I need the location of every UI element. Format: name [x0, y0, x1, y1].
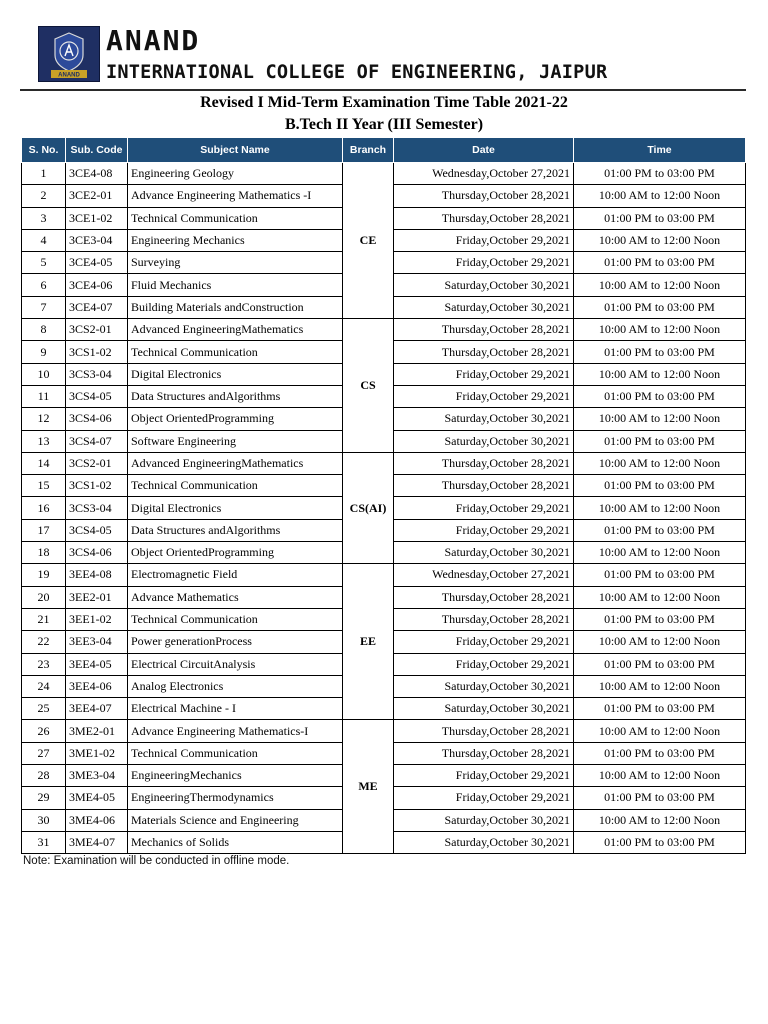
footnote: Note: Examination will be conducted in offline mode.	[23, 855, 290, 867]
exam-time-cell: 10:00 AM to 12:00 Noon	[574, 542, 746, 564]
serial-number-cell: 29	[22, 787, 66, 809]
subject-name-cell: Data Structures andAlgorithms	[128, 519, 343, 541]
subject-code-cell: 3CS3-04	[66, 497, 128, 519]
table-row	[22, 163, 746, 185]
serial-number-cell: 2	[22, 185, 66, 207]
exam-time-cell: 10:00 AM to 12:00 Noon	[574, 319, 746, 341]
serial-number-cell: 11	[22, 385, 66, 407]
subject-name-cell: Object OrientedProgramming	[128, 408, 343, 430]
exam-time-cell: 10:00 AM to 12:00 Noon	[574, 185, 746, 207]
exam-date-cell: Thursday,October 28,2021	[394, 319, 574, 341]
college-logo	[38, 26, 100, 82]
branch-cell: CS(AI)	[343, 452, 394, 563]
serial-number-cell: 7	[22, 296, 66, 318]
subject-name-cell: Advanced EngineeringMathematics	[128, 319, 343, 341]
column-header-subject: Subject Name	[128, 138, 343, 163]
exam-time-cell: 01:00 PM to 03:00 PM	[574, 252, 746, 274]
subject-name-cell: Technical Communication	[128, 341, 343, 363]
subject-code-cell: 3ME2-01	[66, 720, 128, 742]
table-header-row	[22, 138, 746, 163]
subject-code-cell: 3EE1-02	[66, 608, 128, 630]
exam-date-cell: Friday,October 29,2021	[394, 252, 574, 274]
college-full-name: INTERNATIONAL COLLEGE OF ENGINEERING, JAIPUR	[106, 62, 608, 83]
exam-time-cell: 01:00 PM to 03:00 PM	[574, 831, 746, 853]
column-header-time: Time	[574, 138, 746, 163]
exam-date-cell: Friday,October 29,2021	[394, 385, 574, 407]
serial-number-cell: 8	[22, 319, 66, 341]
exam-date-cell: Friday,October 29,2021	[394, 519, 574, 541]
subject-code-cell: 3EE4-07	[66, 698, 128, 720]
subject-name-cell: Advanced EngineeringMathematics	[128, 452, 343, 474]
logo-text: ANAND	[58, 72, 80, 79]
subject-name-cell: Materials Science and Engineering	[128, 809, 343, 831]
subject-name-cell: Technical Communication	[128, 608, 343, 630]
subject-name-cell: Surveying	[128, 252, 343, 274]
branch-cell: ME	[343, 720, 394, 854]
subject-name-cell: Building Materials andConstruction	[128, 296, 343, 318]
shield-emblem-icon	[39, 27, 99, 81]
exam-date-cell: Saturday,October 30,2021	[394, 408, 574, 430]
exam-date-cell: Friday,October 29,2021	[394, 497, 574, 519]
subject-name-cell: Mechanics of Solids	[128, 831, 343, 853]
subject-name-cell: Object OrientedProgramming	[128, 542, 343, 564]
table-row	[22, 452, 746, 474]
subject-code-cell: 3CS4-05	[66, 385, 128, 407]
serial-number-cell: 23	[22, 653, 66, 675]
serial-number-cell: 30	[22, 809, 66, 831]
subject-code-cell: 3CE4-06	[66, 274, 128, 296]
subject-name-cell: Power generationProcess	[128, 631, 343, 653]
header-divider	[20, 89, 746, 91]
exam-time-cell: 10:00 AM to 12:00 Noon	[574, 229, 746, 251]
subject-code-cell: 3EE2-01	[66, 586, 128, 608]
exam-time-cell: 10:00 AM to 12:00 Noon	[574, 631, 746, 653]
exam-date-cell: Saturday,October 30,2021	[394, 675, 574, 697]
subject-name-cell: Technical Communication	[128, 742, 343, 764]
exam-time-cell: 01:00 PM to 03:00 PM	[574, 207, 746, 229]
exam-time-cell: 01:00 PM to 03:00 PM	[574, 163, 746, 185]
subject-code-cell: 3CE2-01	[66, 185, 128, 207]
subject-name-cell: Advance Engineering Mathematics -I	[128, 185, 343, 207]
exam-date-cell: Saturday,October 30,2021	[394, 430, 574, 452]
exam-date-cell: Friday,October 29,2021	[394, 363, 574, 385]
serial-number-cell: 24	[22, 675, 66, 697]
subject-name-cell: EngineeringThermodynamics	[128, 787, 343, 809]
subject-code-cell: 3CS1-02	[66, 475, 128, 497]
exam-time-cell: 10:00 AM to 12:00 Noon	[574, 408, 746, 430]
subject-code-cell: 3CS2-01	[66, 452, 128, 474]
exam-time-cell: 01:00 PM to 03:00 PM	[574, 698, 746, 720]
exam-time-cell: 10:00 AM to 12:00 Noon	[574, 720, 746, 742]
subject-name-cell: Data Structures andAlgorithms	[128, 385, 343, 407]
serial-number-cell: 5	[22, 252, 66, 274]
subject-name-cell: Electromagnetic Field	[128, 564, 343, 586]
subject-name-cell: Technical Communication	[128, 475, 343, 497]
serial-number-cell: 26	[22, 720, 66, 742]
exam-date-cell: Saturday,October 30,2021	[394, 296, 574, 318]
exam-date-cell: Wednesday,October 27,2021	[394, 564, 574, 586]
subject-code-cell: 3EE3-04	[66, 631, 128, 653]
exam-date-cell: Thursday,October 28,2021	[394, 742, 574, 764]
subject-code-cell: 3EE4-08	[66, 564, 128, 586]
exam-date-cell: Friday,October 29,2021	[394, 787, 574, 809]
timetable-body	[22, 163, 746, 854]
serial-number-cell: 13	[22, 430, 66, 452]
exam-time-cell: 10:00 AM to 12:00 Noon	[574, 765, 746, 787]
subject-code-cell: 3CS4-06	[66, 542, 128, 564]
subject-code-cell: 3CE4-05	[66, 252, 128, 274]
column-header-sno: S. No.	[22, 138, 66, 163]
serial-number-cell: 9	[22, 341, 66, 363]
table-row	[22, 319, 746, 341]
serial-number-cell: 16	[22, 497, 66, 519]
subject-code-cell: 3CS4-05	[66, 519, 128, 541]
exam-date-cell: Thursday,October 28,2021	[394, 720, 574, 742]
branch-cell: CE	[343, 163, 394, 319]
exam-date-cell: Friday,October 29,2021	[394, 229, 574, 251]
subject-name-cell: Advance Engineering Mathematics-I	[128, 720, 343, 742]
serial-number-cell: 18	[22, 542, 66, 564]
serial-number-cell: 4	[22, 229, 66, 251]
subject-code-cell: 3CS2-01	[66, 319, 128, 341]
exam-time-cell: 01:00 PM to 03:00 PM	[574, 787, 746, 809]
exam-time-cell: 01:00 PM to 03:00 PM	[574, 519, 746, 541]
subject-code-cell: 3ME3-04	[66, 765, 128, 787]
exam-date-cell: Thursday,October 28,2021	[394, 586, 574, 608]
table-row	[22, 720, 746, 742]
serial-number-cell: 10	[22, 363, 66, 385]
serial-number-cell: 12	[22, 408, 66, 430]
exam-time-cell: 01:00 PM to 03:00 PM	[574, 341, 746, 363]
exam-date-cell: Saturday,October 30,2021	[394, 831, 574, 853]
branch-cell: EE	[343, 564, 394, 720]
exam-date-cell: Thursday,October 28,2021	[394, 475, 574, 497]
college-short-name: ANAND	[106, 24, 201, 57]
exam-date-cell: Saturday,October 30,2021	[394, 698, 574, 720]
exam-time-cell: 01:00 PM to 03:00 PM	[574, 653, 746, 675]
exam-time-cell: 01:00 PM to 03:00 PM	[574, 742, 746, 764]
exam-time-cell: 10:00 AM to 12:00 Noon	[574, 675, 746, 697]
letterhead	[36, 26, 736, 84]
serial-number-cell: 1	[22, 163, 66, 185]
subject-code-cell: 3CE3-04	[66, 229, 128, 251]
exam-time-cell: 01:00 PM to 03:00 PM	[574, 475, 746, 497]
subject-code-cell: 3EE4-06	[66, 675, 128, 697]
exam-time-cell: 01:00 PM to 03:00 PM	[574, 385, 746, 407]
subject-code-cell: 3CE4-07	[66, 296, 128, 318]
subject-code-cell: 3CS1-02	[66, 341, 128, 363]
column-header-code: Sub. Code	[66, 138, 128, 163]
exam-time-cell: 01:00 PM to 03:00 PM	[574, 430, 746, 452]
subject-code-cell: 3CS4-07	[66, 430, 128, 452]
exam-date-cell: Wednesday,October 27,2021	[394, 163, 574, 185]
exam-date-cell: Thursday,October 28,2021	[394, 207, 574, 229]
subject-name-cell: Technical Communication	[128, 207, 343, 229]
serial-number-cell: 19	[22, 564, 66, 586]
exam-date-cell: Saturday,October 30,2021	[394, 274, 574, 296]
serial-number-cell: 15	[22, 475, 66, 497]
subject-name-cell: EngineeringMechanics	[128, 765, 343, 787]
subject-code-cell: 3EE4-05	[66, 653, 128, 675]
subject-code-cell: 3CS4-06	[66, 408, 128, 430]
timetable	[21, 137, 746, 854]
exam-date-cell: Thursday,October 28,2021	[394, 341, 574, 363]
document-subtitle: B.Tech II Year (III Semester)	[284, 116, 484, 133]
subject-name-cell: Digital Electronics	[128, 363, 343, 385]
exam-date-cell: Friday,October 29,2021	[394, 653, 574, 675]
subject-code-cell: 3CE1-02	[66, 207, 128, 229]
subject-name-cell: Engineering Mechanics	[128, 229, 343, 251]
subject-name-cell: Fluid Mechanics	[128, 274, 343, 296]
subject-name-cell: Advance Mathematics	[128, 586, 343, 608]
subject-code-cell: 3CE4-08	[66, 163, 128, 185]
subject-code-cell: 3CS3-04	[66, 363, 128, 385]
exam-time-cell: 10:00 AM to 12:00 Noon	[574, 274, 746, 296]
serial-number-cell: 3	[22, 207, 66, 229]
exam-date-cell: Thursday,October 28,2021	[394, 185, 574, 207]
serial-number-cell: 17	[22, 519, 66, 541]
exam-date-cell: Saturday,October 30,2021	[394, 542, 574, 564]
serial-number-cell: 14	[22, 452, 66, 474]
subject-code-cell: 3ME1-02	[66, 742, 128, 764]
serial-number-cell: 28	[22, 765, 66, 787]
exam-time-cell: 10:00 AM to 12:00 Noon	[574, 363, 746, 385]
exam-time-cell: 10:00 AM to 12:00 Noon	[574, 497, 746, 519]
document-title: Revised I Mid-Term Examination Time Table 2021-22	[200, 94, 568, 111]
serial-number-cell: 27	[22, 742, 66, 764]
exam-date-cell: Friday,October 29,2021	[394, 765, 574, 787]
serial-number-cell: 21	[22, 608, 66, 630]
exam-time-cell: 01:00 PM to 03:00 PM	[574, 296, 746, 318]
subject-name-cell: Electrical CircuitAnalysis	[128, 653, 343, 675]
serial-number-cell: 31	[22, 831, 66, 853]
exam-date-cell: Thursday,October 28,2021	[394, 452, 574, 474]
branch-cell: CS	[343, 319, 394, 453]
subject-name-cell: Digital Electronics	[128, 497, 343, 519]
subject-name-cell: Engineering Geology	[128, 163, 343, 185]
column-header-date: Date	[394, 138, 574, 163]
subject-code-cell: 3ME4-06	[66, 809, 128, 831]
subject-name-cell: Electrical Machine - I	[128, 698, 343, 720]
serial-number-cell: 6	[22, 274, 66, 296]
exam-date-cell: Friday,October 29,2021	[394, 631, 574, 653]
subject-code-cell: 3ME4-07	[66, 831, 128, 853]
exam-date-cell: Saturday,October 30,2021	[394, 809, 574, 831]
exam-time-cell: 01:00 PM to 03:00 PM	[574, 608, 746, 630]
exam-time-cell: 10:00 AM to 12:00 Noon	[574, 452, 746, 474]
subject-name-cell: Software Engineering	[128, 430, 343, 452]
exam-time-cell: 10:00 AM to 12:00 Noon	[574, 586, 746, 608]
exam-time-cell: 10:00 AM to 12:00 Noon	[574, 809, 746, 831]
subject-name-cell: Analog Electronics	[128, 675, 343, 697]
exam-date-cell: Thursday,October 28,2021	[394, 608, 574, 630]
exam-time-cell: 01:00 PM to 03:00 PM	[574, 564, 746, 586]
serial-number-cell: 22	[22, 631, 66, 653]
subject-code-cell: 3ME4-05	[66, 787, 128, 809]
serial-number-cell: 25	[22, 698, 66, 720]
serial-number-cell: 20	[22, 586, 66, 608]
table-row	[22, 564, 746, 586]
column-header-branch: Branch	[343, 138, 394, 163]
